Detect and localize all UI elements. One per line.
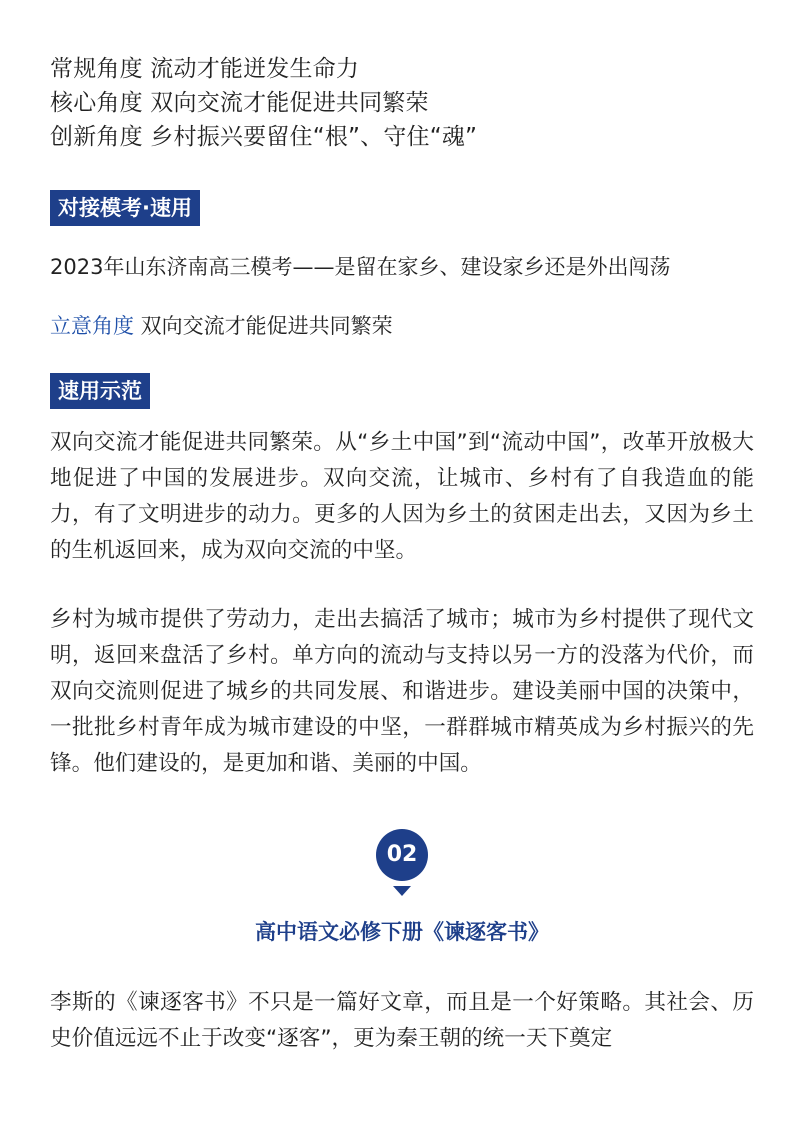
section-tag-mock-exam: 对接模考·速用 xyxy=(50,190,200,226)
section-number-badge xyxy=(376,829,428,899)
theme-angle-label: 立意角度 xyxy=(50,314,134,338)
intro-paragraph: 李斯的《谏逐客书》不只是一篇好文章，而且是一个好策略。其社会、历史价值远远不止于改变“逐客”，更为秦王朝的统一天下奠定 xyxy=(50,990,754,1051)
section-number: 02 xyxy=(376,829,428,881)
demo-paragraph-1: 双向交流才能促进共同繁荣。从“乡土中国”到“流动中国”，改革开放极大地促进了中国的发展进步。双向交流，让城市、乡村有了自我造血的能力，有了文明进步的动力。更多的人因为乡土的贫困走出去，又因为乡土的生机返回来，成为双向交流的中坚。 xyxy=(50,430,754,563)
triangle-down-icon xyxy=(393,886,411,896)
angle-line-innovative: 创新角度 乡村振兴要留住“根”、守住“魂” xyxy=(50,124,478,150)
theme-angle-value: 双向交流才能促进共同繁荣 xyxy=(134,314,393,338)
angle-list xyxy=(50,52,477,154)
demo-paragraph-2: 乡村为城市提供了劳动力，走出去搞活了城市；城市为乡村提供了现代文明，返回来盘活了乡村。单方向的流动与支持以另一方的没落为代价，而双向交流则促进了城乡的共同发展、和谐进步。建设美丽中国的决策中，一批批乡村青年成为城市建设的中坚，一群群城市精英成为乡村振兴的先锋。他们建设的，是更加和谐、美丽的中国。 xyxy=(50,607,754,776)
section-title: 高中语文必修下册《谏逐客书》 xyxy=(255,920,549,944)
section-tag-demo: 速用示范 xyxy=(50,373,150,409)
angle-line-conventional: 常规角度 流动才能迸发生命力 xyxy=(50,56,360,82)
exam-prompt: 2023年山东济南高三模考——是留在家乡、建设家乡还是外出闯荡 xyxy=(50,255,671,279)
theme-angle-line xyxy=(50,309,393,343)
angle-line-core: 核心角度 双向交流才能促进共同繁荣 xyxy=(50,90,429,116)
